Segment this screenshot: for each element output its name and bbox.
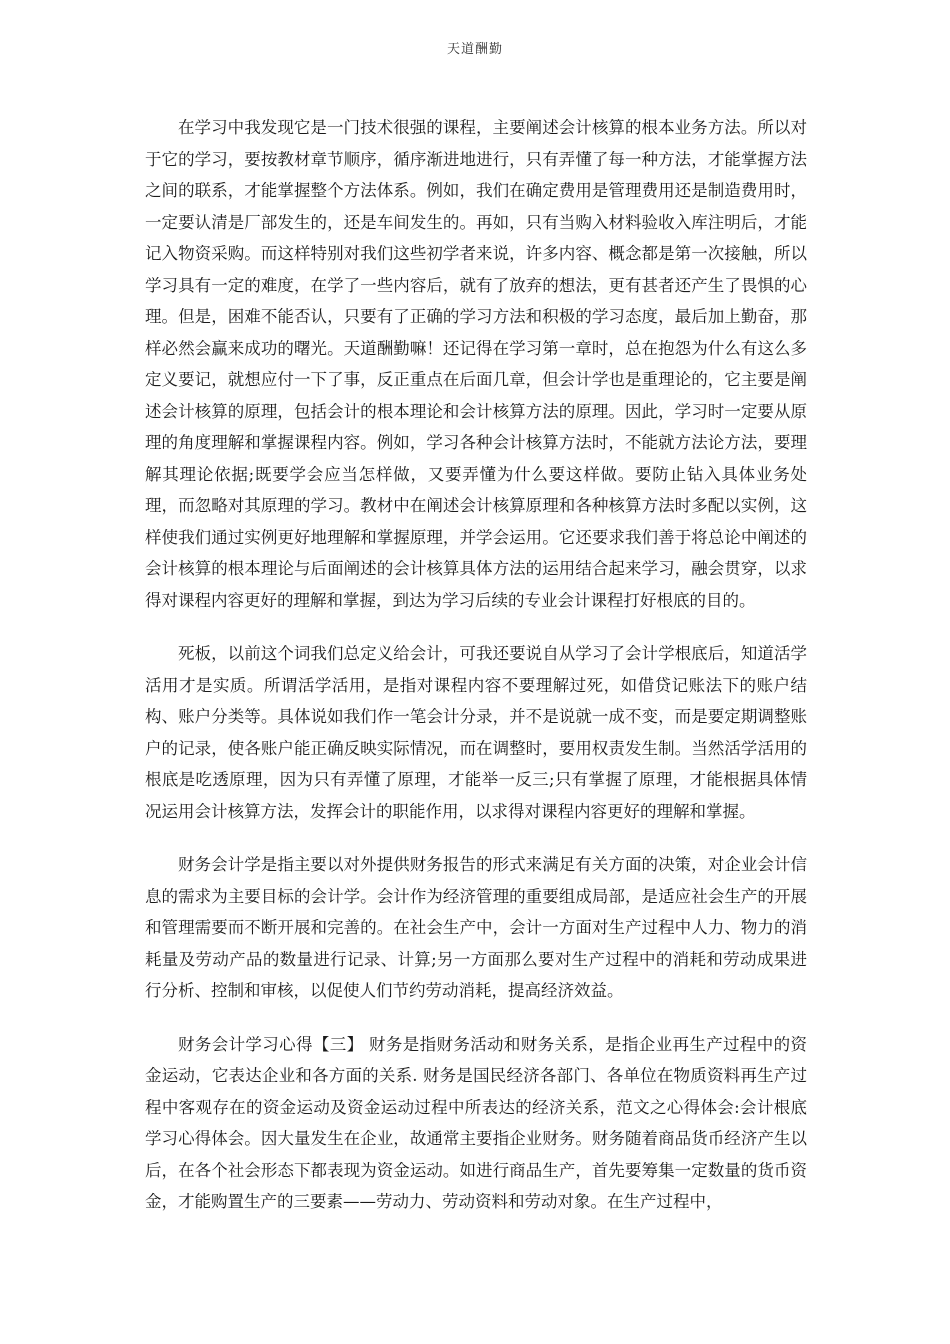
paragraph-4: 财务会计学习心得【三】 财务是指财务活动和财务关系，是指企业再生产过程中的资金运动，它表达企业和各方面的关系. 财务是国民经济各部门、各单位在物质资料再生产过程中客观存在的资金运动及资金运动过程中所表达的经济关系，范文之心得体会:会计根底学习心得体会。因大量发生在企业，故通常主要指企业财务。财务随着商品货币经济产生以后，在各个社会形态下都表现为资金运动。如进行商品生产，首先要筹集一定数量的货币资金，才能购置生产的三要素——劳动力、劳动资料和劳动对象。在生产过程中， — [145, 1034, 807, 1211]
paragraph-3: 财务会计学是指主要以对外提供财务报告的形式来满足有关方面的决策，对企业会计信息的需求为主要目标的会计学。会计作为经济管理的重要组成局部，是适应社会生产的开展和管理需要而不断开展和完善的。在社会生产中，会计一方面对生产过程中人力、物力的消耗量及劳动产品的数量进行记录、计算;另一方面那么要对生产过程中的消耗和劳动成果进行分析、控制和审核，以促使人们节约劳动消耗，提高经济效益。 — [145, 855, 807, 1000]
document-body — [145, 112, 807, 1218]
paragraph-1: 在学习中我发现它是一门技术很强的课程，主要阐述会计核算的根本业务方法。所以对于它的学习，要按教材章节顺序，循序渐进地进行，只有弄懂了每一种方法，才能掌握方法之间的联系，才能掌握整个方法体系。例如，我们在确定费用是管理费用还是制造费用时，一定要认清是厂部发生的，还是车间发生的。再如，只有当购入材料验收入库注明后，才能记入物资采购。而这样特别对我们这些初学者来说，许多内容、概念都是第一次接触，所以学习具有一定的难度，在学了一些内容后，就有了放弃的想法，更有甚者还产生了畏惧的心理。但是，困难不能否认，只要有了正确的学习方法和积极的学习态度，最后加上勤奋，那样必然会赢来成功的曙光。天道酬勤嘛！还记得在学习第一章时，总在抱怨为什么有这么多定义要记，就想应付一下了事，反正重点在后面几章，但会计学也是重理论的，它主要是阐述会计核算的原理，包括会计的根本理论和会计核算方法的原理。因此，学习时一定要从原理的角度理解和掌握课程内容。例如，学习各种会计核算方法时，不能就方法论方法，要理解其理论依据;既要学会应当怎样做，又要弄懂为什么要这样做。要防止钻入具体业务处理，而忽略对其原理的学习。教材中在阐述会计核算原理和各种核算方法时多配以实例，这样使我们通过实例更好地理解和掌握原理，并学会运用。它还要求我们善于将总论中阐述的会计核算的根本理论与后面阐述的会计核算具体方法的运用结合起来学习，融会贯穿，以求得对课程内容更好的理解和掌握，到达为学习后续的专业会计课程打好根底的目的。 — [145, 118, 807, 610]
paragraph-2: 死板，以前这个词我们总定义给会计，可我还要说自从学习了会计学根底后，知道活学活用才是实质。所谓活学活用，是指对课程内容不要理解过死，如借贷记账法下的账户结构、账户分类等。具体说如我们作一笔会计分录，并不是说就一成不变，而是要定期调整账户的记录，使各账户能正确反映实际情况，而在调整时，要用权责发生制。当然活学活用的根底是吃透原理，因为只有弄懂了原理，才能举一反三;只有掌握了原理，才能根据具体情况运用会计核算方法，发挥会计的职能作用，以求得对课程内容更好的理解和掌握。 — [145, 644, 807, 821]
page-header: 天道酬勤 — [446, 42, 503, 57]
